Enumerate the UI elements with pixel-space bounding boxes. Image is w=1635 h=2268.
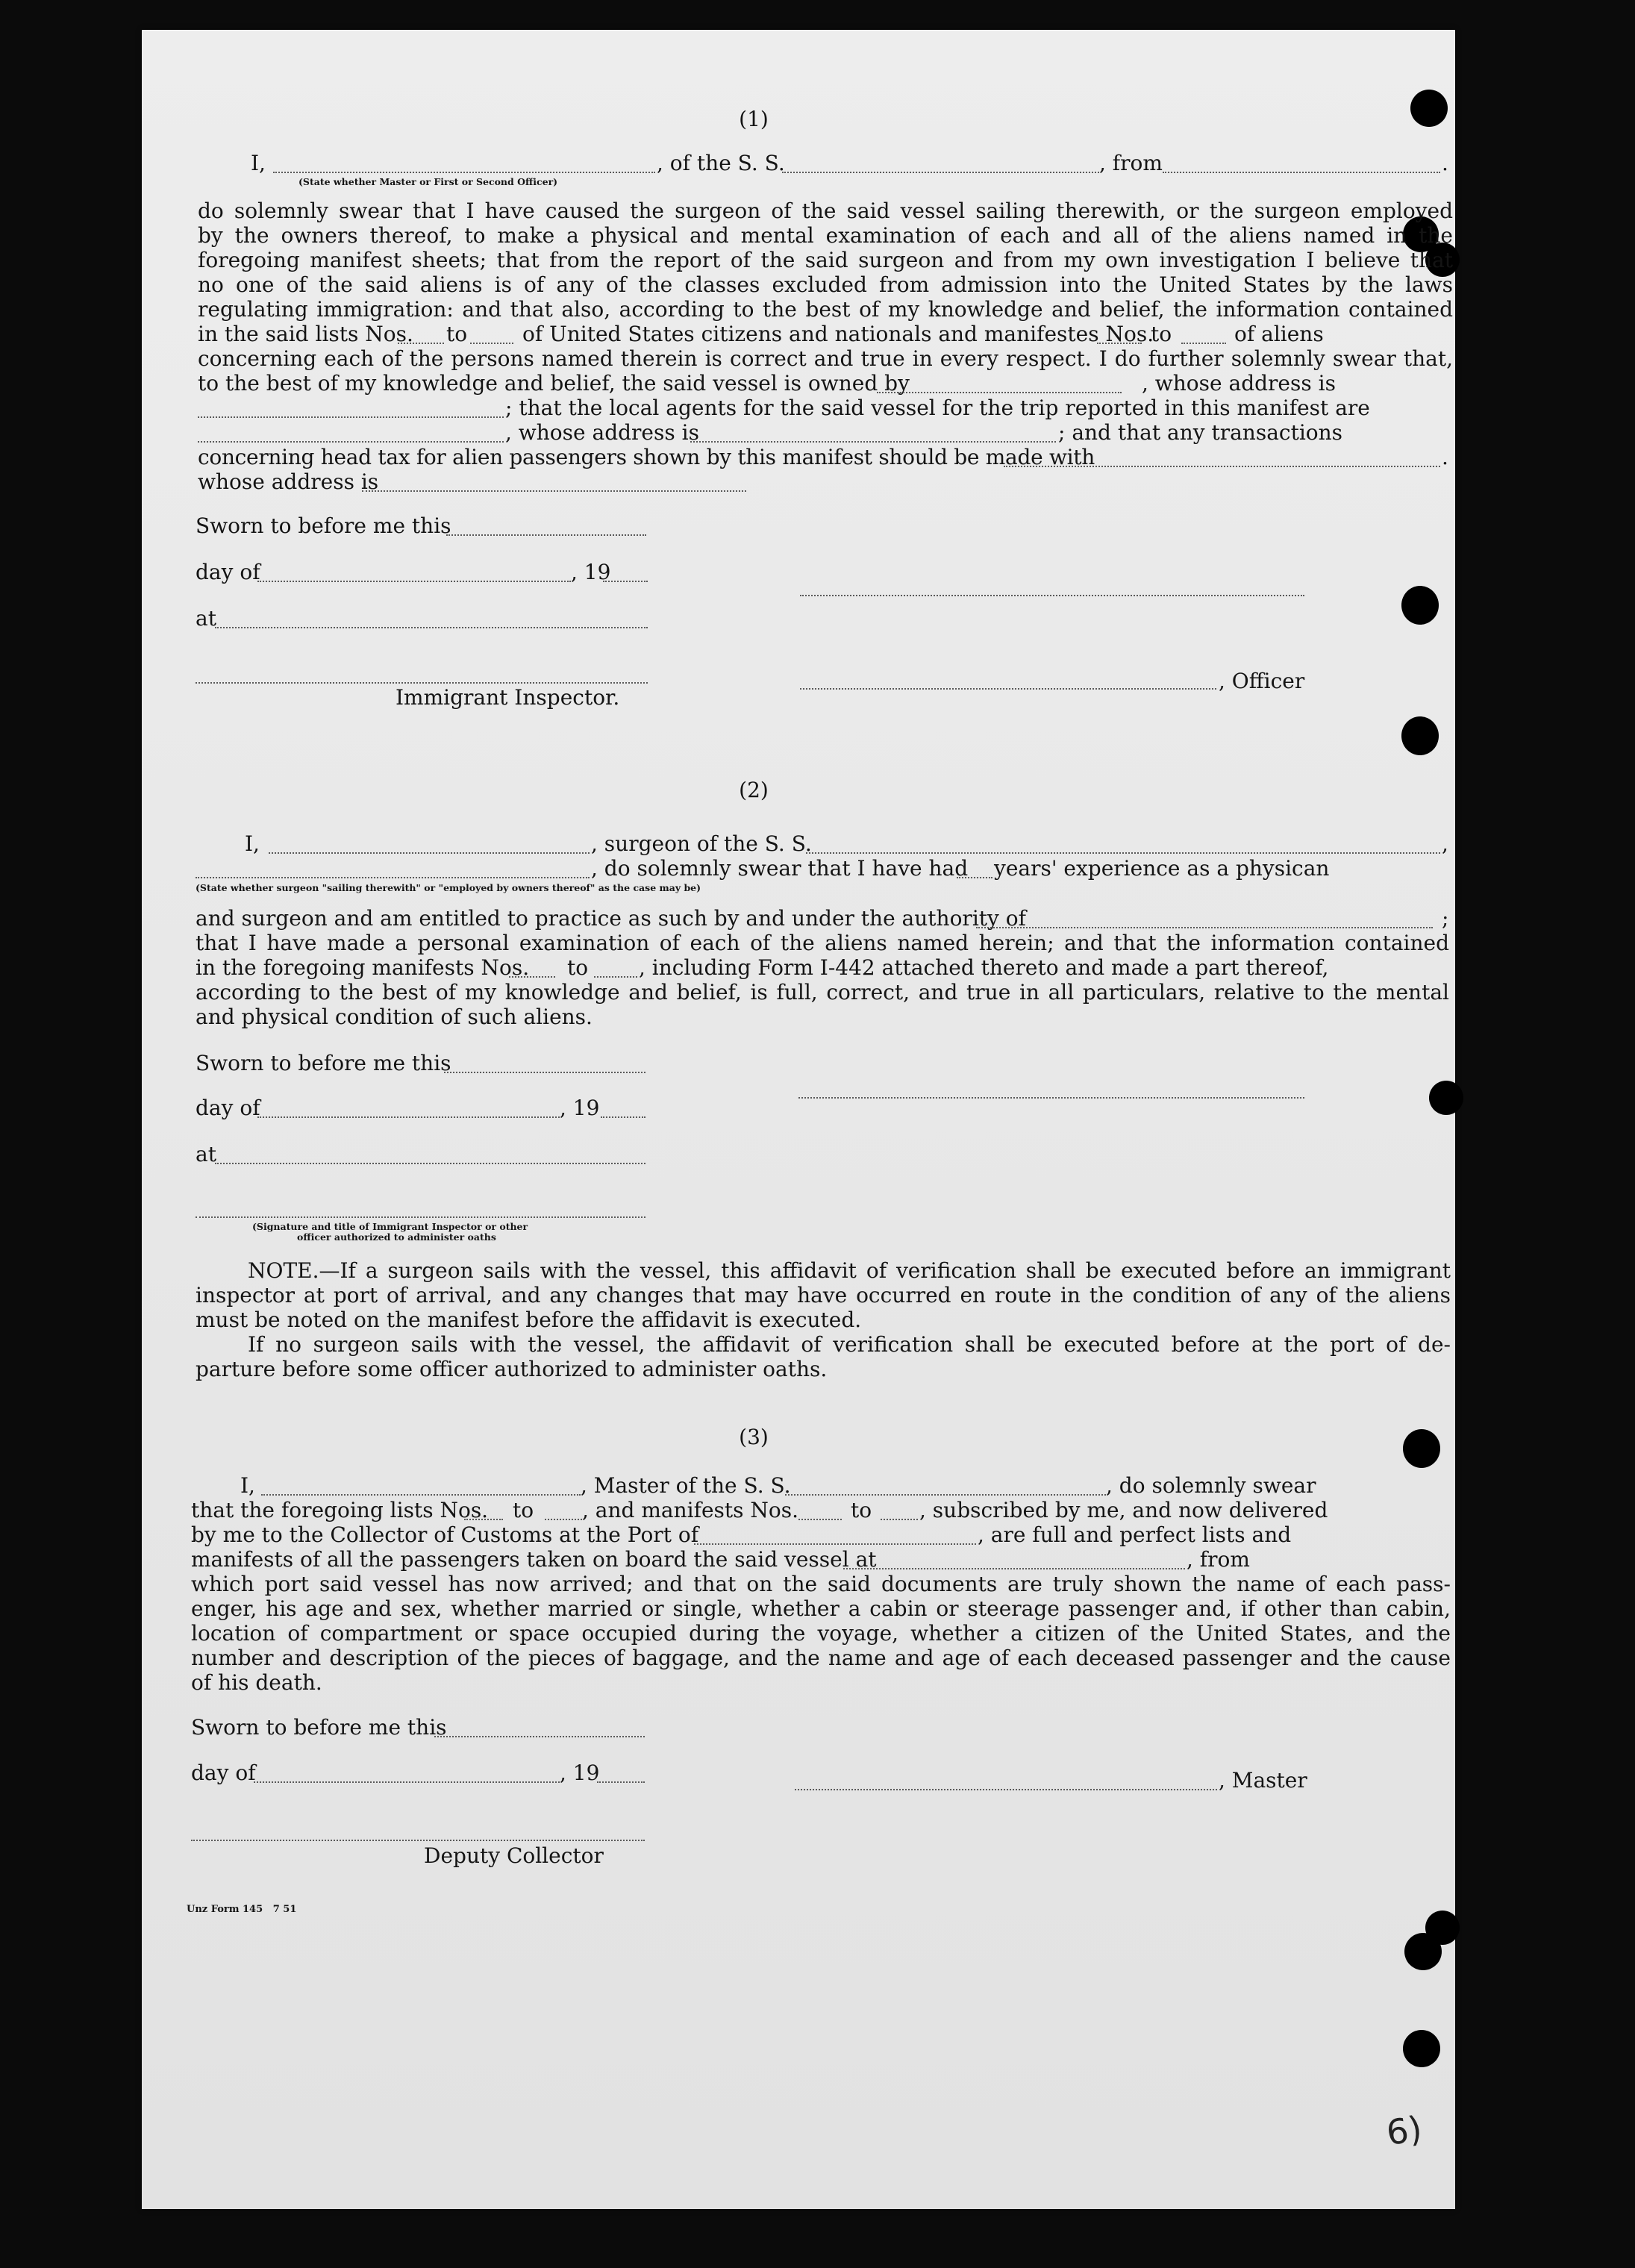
master-of-label: , Master of the S. S. (581, 1473, 791, 1498)
month-field[interactable] (257, 1116, 560, 1118)
section1-line1-start: I, (251, 151, 266, 175)
year-label: , 19 (571, 560, 611, 584)
punch-hole (1429, 1081, 1463, 1115)
year-field[interactable] (603, 581, 648, 582)
signature-caption: officer authorized to administer oaths (297, 1231, 496, 1243)
of-aliens-label: of aliens (1234, 322, 1324, 346)
sworn-label: Sworn to before me this (196, 513, 451, 538)
note-paragraph-2: If no surgeon sails with the vessel, the affidavit of verification shall be executed before at the port of de- (248, 1332, 1451, 1357)
master-lists-from-field[interactable] (464, 1519, 503, 1520)
at-field[interactable] (215, 1163, 645, 1164)
period: . (1442, 445, 1448, 469)
surgeon-status-field[interactable] (196, 877, 590, 878)
year-label: , 19 (560, 1761, 600, 1785)
note-paragraph (196, 1258, 1451, 1308)
foregoing-manifests-label: in the foregoing manifests Nos. (196, 955, 530, 980)
inspector-signature-line[interactable] (196, 682, 648, 684)
port-field[interactable] (694, 1543, 976, 1545)
section1-line1-vessel: , of the S. S. (657, 151, 785, 175)
semicolon: ; (1442, 906, 1449, 931)
master-lists-to-field[interactable] (545, 1519, 582, 1520)
embark-port-field[interactable] (843, 1568, 1185, 1569)
section1-line1-from: , from (1099, 151, 1163, 175)
year-label: , 19 (560, 1096, 600, 1120)
subscribed-label: , subscribed by me, and now delivered (919, 1498, 1328, 1522)
section3-paragraph (191, 1572, 1451, 1670)
sworn-date-field[interactable] (444, 1072, 645, 1073)
punch-hole (1401, 716, 1439, 755)
punch-hole (1404, 1933, 1442, 1970)
day-of-label: day of (196, 560, 260, 584)
text-line: enger, his age and sex, whether married or single, whether a cabin or steerage passenger and, if other than cabin, (191, 1596, 1451, 1621)
collector-label: by me to the Collector of Customs at the Port of (191, 1522, 699, 1547)
to-label: to (446, 322, 468, 346)
text-line: location of compartment or space occupied during the voyage, whether a citizen of the United States, and the (191, 1621, 1451, 1646)
form-i442-label: , including Form I-442 attached thereto and made a part thereof, (639, 955, 1329, 980)
surgeon-manifests-to-field[interactable] (594, 976, 637, 978)
vessel-name-field[interactable] (782, 172, 1099, 173)
section1-concerning-line: concerning each of the persons named therein is correct and true in every respect. I do further solemnly swear that, (198, 346, 1453, 371)
officer-signature-line[interactable] (800, 595, 1304, 596)
head-tax-field[interactable] (1004, 466, 1440, 467)
text-line: do solemnly swear that I have caused the surgeon of the said vessel sailing therewith, or the surgeon employed (198, 199, 1453, 223)
text-line: inspector at port of arrival, and any changes that may have occurred en route in the condition of any of the aliens (196, 1283, 1451, 1308)
owner-field[interactable] (877, 392, 1122, 393)
surgeon-name-field[interactable] (269, 852, 590, 854)
master-label: , Master (1219, 1768, 1307, 1793)
month-field[interactable] (254, 1781, 560, 1783)
text-line: no one of the said aliens is of any of the classes excluded from admission into the United States by the laws (198, 272, 1453, 297)
inspector-signature-line[interactable] (196, 1216, 645, 1218)
owned-by-label: to the best of my knowledge and belief, the said vessel is owned by (198, 371, 910, 396)
authority-label: and surgeon and am entitled to practice as such by and under the authority of (196, 906, 1026, 931)
officer-name-field[interactable] (273, 172, 655, 173)
authority-field[interactable] (976, 927, 1433, 928)
master-name-field[interactable] (261, 1494, 581, 1496)
foregoing-lists-label: that the foregoing lists Nos. (191, 1498, 489, 1522)
section1-line1-end: . (1442, 151, 1448, 175)
at-label: at (196, 1142, 216, 1166)
sworn-date-field[interactable] (446, 534, 646, 536)
to-label: to (567, 955, 589, 980)
agents-field[interactable] (198, 441, 504, 443)
taken-on-board-label: manifests of all the passengers taken on board the said vessel at (191, 1547, 877, 1572)
head-tax-address-field[interactable] (362, 490, 746, 492)
note-last-line: must be noted on the manifest before the affidavit is executed. (196, 1308, 862, 1332)
to-label: to (851, 1498, 872, 1522)
manifests-from-field[interactable] (1097, 343, 1142, 344)
manifests-nos-label: , and manifests Nos. (582, 1498, 799, 1522)
section3-last-line: of his death. (191, 1670, 322, 1695)
transactions-label: ; and that any transactions (1058, 420, 1343, 445)
from-label: , from (1187, 1547, 1250, 1572)
section-number: (2) (739, 778, 769, 802)
section1-lists-label: in the said lists Nos. (198, 322, 413, 346)
text-line: by the owners thereof, to make a physical and mental examination of each and all of the aliens named in the (198, 223, 1453, 248)
section1-citizens-label: of United States citizens and nationals and manifestes Nos. (522, 322, 1154, 346)
lists-from-field[interactable] (398, 343, 444, 344)
punch-hole (1403, 2030, 1440, 2067)
to-label: to (513, 1498, 534, 1522)
officer-name-line[interactable] (800, 688, 1216, 690)
years-experience-label: years' experience as a physican (994, 856, 1330, 881)
day-of-label: day of (196, 1096, 260, 1120)
section-number: (1) (739, 107, 769, 131)
sworn-date-field[interactable] (434, 1736, 645, 1737)
text-line: number and description of the pieces of baggage, and the name and age of each deceased passenger and the cause (191, 1646, 1451, 1670)
signature-caption: (Signature and title of Immigrant Inspector or other (252, 1221, 528, 1232)
section3-line1-start: I, (240, 1473, 255, 1498)
master-signature-line[interactable] (795, 1789, 1217, 1790)
master-manifests-from-field[interactable] (798, 1519, 842, 1520)
master-manifests-to-field[interactable] (881, 1519, 918, 1520)
lists-to-field[interactable] (470, 343, 513, 344)
surgeon-swear-label: , do solemnly swear that I have had (591, 856, 969, 881)
at-label: at (196, 606, 216, 631)
owner-address-field[interactable] (198, 416, 504, 418)
port-from-field[interactable] (1163, 172, 1440, 173)
to-label: to (1151, 322, 1172, 346)
text-line: NOTE.—If a surgeon sails with the vessel, this affidavit of verification shall be executed before an immigrant (248, 1258, 1451, 1283)
surgeon-of-label: , surgeon of the S. S. (591, 831, 812, 856)
section2-examination-line: that I have made a personal examination of each of the aliens named herein; and that the information contained (196, 931, 1449, 955)
at-field[interactable] (215, 627, 648, 628)
year-field[interactable] (601, 1116, 645, 1118)
officer-caption: (State whether Master or First or Second Officer) (298, 176, 558, 187)
immigrant-inspector-label: Immigrant Inspector. (396, 685, 620, 710)
head-tax-label: concerning head tax for alien passengers shown by this manifest should be made with (198, 445, 1095, 469)
manifests-to-field[interactable] (1181, 343, 1226, 344)
document-page (142, 30, 1455, 2209)
master-vessel-field[interactable] (785, 1494, 1106, 1496)
whose-address-label: whose address is (198, 469, 379, 494)
month-field[interactable] (257, 581, 571, 582)
deputy-signature-line[interactable] (191, 1840, 645, 1841)
section1-paragraph (198, 199, 1453, 322)
perfect-lists-label: , are full and perfect lists and (978, 1522, 1292, 1547)
years-experience-field[interactable] (957, 877, 992, 878)
surgeon-manifests-from-field[interactable] (509, 976, 555, 978)
agents-address-field[interactable] (690, 441, 1056, 443)
officer-label: , Officer (1219, 669, 1305, 693)
whose-address-label: , whose address is (1142, 371, 1336, 396)
punch-hole (1403, 1429, 1440, 1468)
solemnly-swear-label: , do solemnly swear (1106, 1473, 1316, 1498)
section-number: (3) (739, 1425, 769, 1449)
sworn-label: Sworn to before me this (196, 1051, 451, 1075)
form-id: Unz Form 145 7 51 (187, 1904, 297, 1915)
text-line: regulating immigration: and that also, according to the best of my knowledge and belief, the information contained (198, 297, 1453, 322)
punch-hole (1401, 586, 1439, 625)
local-agents-label: ; that the local agents for the said vessel for the trip reported in this manifest are (505, 396, 1370, 420)
text-line: which port said vessel has now arrived; and that on the said documents are truly shown the name of each pass- (191, 1572, 1451, 1596)
whose-address-label: , whose address is (505, 420, 699, 445)
year-field[interactable] (597, 1781, 645, 1783)
text-line: foregoing manifest sheets; that from the report of the said surgeon and from my own investigation I believe that (198, 248, 1453, 272)
handwritten-page-number: 6) (1384, 2108, 1425, 2154)
sworn-label: Sworn to before me this (191, 1715, 447, 1740)
surgeon-caption: (State whether surgeon "sailing therewith" or "employed by owners thereof" as the case may be) (196, 882, 701, 893)
section2-line1-start: I, (245, 831, 260, 856)
section2-condition-line: and physical condition of such aliens. (196, 1005, 593, 1029)
surgeon-signature-line[interactable] (798, 1097, 1304, 1099)
comma: , (1442, 831, 1448, 856)
surgeon-vessel-field[interactable] (806, 852, 1440, 854)
punch-hole (1410, 90, 1448, 127)
section2-belief-line: according to the best of my knowledge and belief, is full, correct, and true in all particulars, relative to the mental (196, 980, 1449, 1005)
deputy-collector-label: Deputy Collector (424, 1843, 604, 1868)
note-last-line: parture before some officer authorized to administer oaths. (196, 1357, 828, 1381)
day-of-label: day of (191, 1761, 256, 1785)
